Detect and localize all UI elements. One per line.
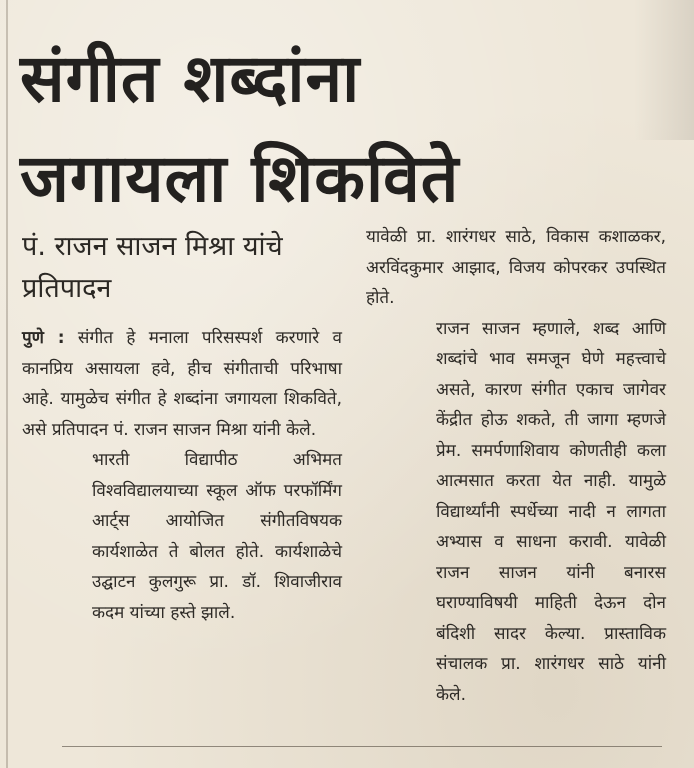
paragraph-3: यावेळी प्रा. शारंगधर साठे, विकास कशाळकर, अरविंदकुमार आझाद, विजय कोपरकर उपस्थित होते. (366, 227, 666, 308)
dateline: पुणे : (22, 328, 65, 348)
column-rule (6, 0, 8, 768)
headline-line-2: जगायला शिकविते (20, 140, 460, 217)
bottom-rule (62, 746, 662, 747)
article-column-left (22, 323, 342, 628)
paragraph-4: राजन साजन म्हणाले, शब्द आणि शब्दांचे भाव समजून घेणे महत्त्वाचे असते, कारण संगीत एकाच जागेवर केंद्रीत होऊ शकते, ती जागा म्हणजे प्रेम. समर्पणाशिवाय कोणतीही कला आत्मसात करता येत नाही. यामुळे विद्यार्थ्यांनी स्पर्धेच्या नादी न लागता अभ्यास व साधना करावी. यावेळी राजन साजन यांनी बनारस घराण्याविषयी माहिती देऊन दोन बंदिशी सादर केल्या. प्रास्ताविक संचालक प्रा. शारंगधर साठे यांनी केले. (436, 318, 666, 705)
headline-line-1: संगीत शब्दांना (20, 40, 361, 117)
paragraph-1: संगीत हे मनाला परिसस्पर्श करणारे व कानप्रिय असायला हवे, हीच संगीताची परिभाषा आहे. यामुळेच संगीत हे शब्दांना जगायला शिकविते, असे प्रतिपादन पं. राजन साजन मिश्रा यांनी केले. (22, 328, 342, 440)
paragraph-2: भारती विद्यापीठ अभिमत विश्वविद्यालयाच्या स्कूल ऑफ परफॉर्मिंग आर्ट्स आयोजित संगीतविषयक कार्यशाळेत ते बोलत होते. कार्यशाळेचे उद्घाटन कुलगुरू प्रा. डॉ. शिवाजीराव कदम यांच्या हस्ते झाले. (92, 450, 342, 623)
subheading: पं. राजन साजन मिश्रा यांचे प्रतिपादन (22, 231, 283, 304)
adjacent-article-bleed (634, 0, 694, 140)
article-column-right (366, 222, 666, 710)
